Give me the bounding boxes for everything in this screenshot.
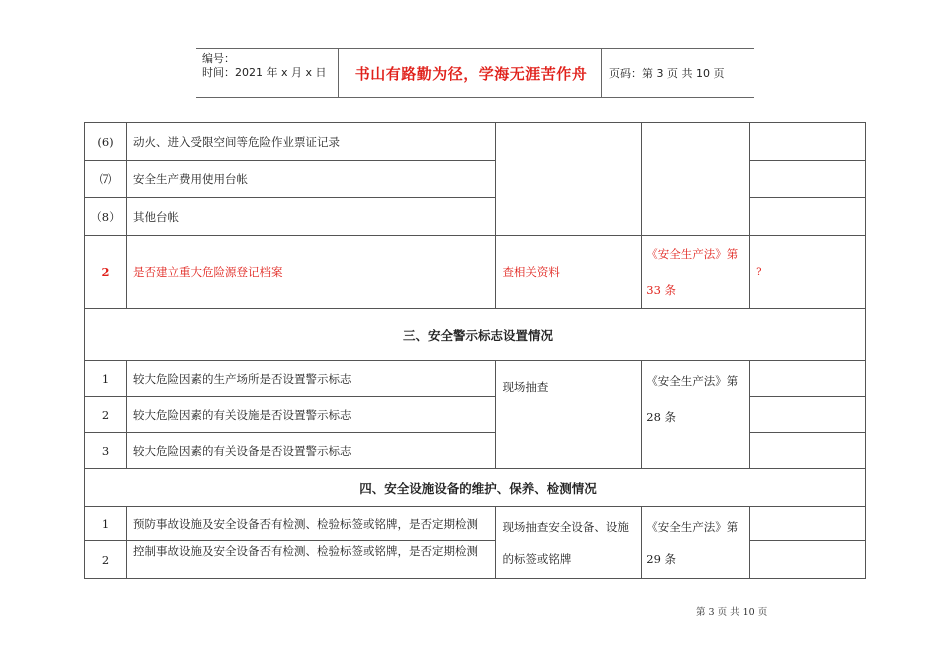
time-label: 时间：2021 年 x 月 x 日 (202, 66, 327, 79)
method-line: 的标签或铭牌 (502, 551, 572, 566)
table-row (85, 361, 866, 397)
row-result (750, 507, 866, 541)
row-number: ⑺ (85, 161, 127, 198)
row-item: 较大危险因素的有关设施是否设置警示标志 (126, 397, 495, 433)
row-number: 3 (85, 433, 127, 469)
basis-line: 28 条 (646, 410, 677, 424)
code-label: 编号： (202, 52, 235, 65)
row-number: 2 (85, 236, 127, 309)
row-result (750, 433, 866, 469)
section-header (85, 469, 866, 507)
basis-line: 《安全生产法》第 (646, 247, 739, 261)
row-item: 控制事故设施及安全设备否有检测、检验标签或铭牌，是否定期检测 (126, 541, 495, 579)
page-header (196, 48, 754, 98)
row-result (750, 397, 866, 433)
row-method: 查相关资料 (496, 236, 642, 309)
header-meta (196, 49, 338, 97)
row-basis (642, 236, 750, 309)
header-divider (601, 49, 602, 97)
row-number: （8） (85, 198, 127, 236)
method-line: 现场抽查安全设备、设施 (502, 519, 629, 534)
table-row (85, 123, 866, 161)
row-result (750, 198, 866, 236)
row-result (750, 123, 866, 161)
row-item: 较大危险因素的有关设备是否设置警示标志 (126, 433, 495, 469)
row-item: 安全生产费用使用台帐 (126, 161, 495, 198)
row-result (750, 161, 866, 198)
row-number: 2 (85, 541, 127, 579)
header-motto: 书山有路勤为径，学海无涯苦作舟 (354, 65, 588, 83)
header-page-info: 页码：第 3 页 共 10 页 (609, 67, 725, 80)
row-method: 现场抽查 (496, 361, 642, 469)
basis-line: 《安全生产法》第 (646, 519, 739, 534)
row-number: 2 (85, 397, 127, 433)
section-header (85, 309, 866, 361)
row-item: 动火、进入受限空间等危险作业票证记录 (126, 123, 495, 161)
row-basis (642, 507, 750, 579)
row-basis (642, 123, 750, 236)
row-item: 是否建立重大危险源登记档案 (126, 236, 495, 309)
row-item: 其他台帐 (126, 198, 495, 236)
row-basis (642, 361, 750, 469)
table-row (85, 236, 866, 309)
row-method (496, 123, 642, 236)
row-number: 1 (85, 507, 127, 541)
row-item: 较大危险因素的生产场所是否设置警示标志 (126, 361, 495, 397)
section-title: 四、安全设施设备的维护、保养、检测情况 (85, 469, 866, 507)
inspection-table (84, 122, 866, 579)
row-number: 1 (85, 361, 127, 397)
section-title: 三、安全警示标志设置情况 (85, 309, 866, 361)
basis-line: 29 条 (646, 551, 677, 566)
row-item: 预防事故设施及安全设备否有检测、检验标签或铭牌，是否定期检测 (126, 507, 495, 541)
row-result (750, 361, 866, 397)
basis-line: 33 条 (646, 283, 677, 297)
basis-line: 《安全生产法》第 (646, 374, 739, 388)
row-number: (6) (85, 123, 127, 161)
header-divider (338, 49, 339, 97)
page-footer: 第 3 页 共 10 页 (696, 607, 768, 618)
row-method (496, 507, 642, 579)
table-row (85, 507, 866, 541)
row-result (750, 541, 866, 579)
row-result: ? (750, 236, 866, 309)
